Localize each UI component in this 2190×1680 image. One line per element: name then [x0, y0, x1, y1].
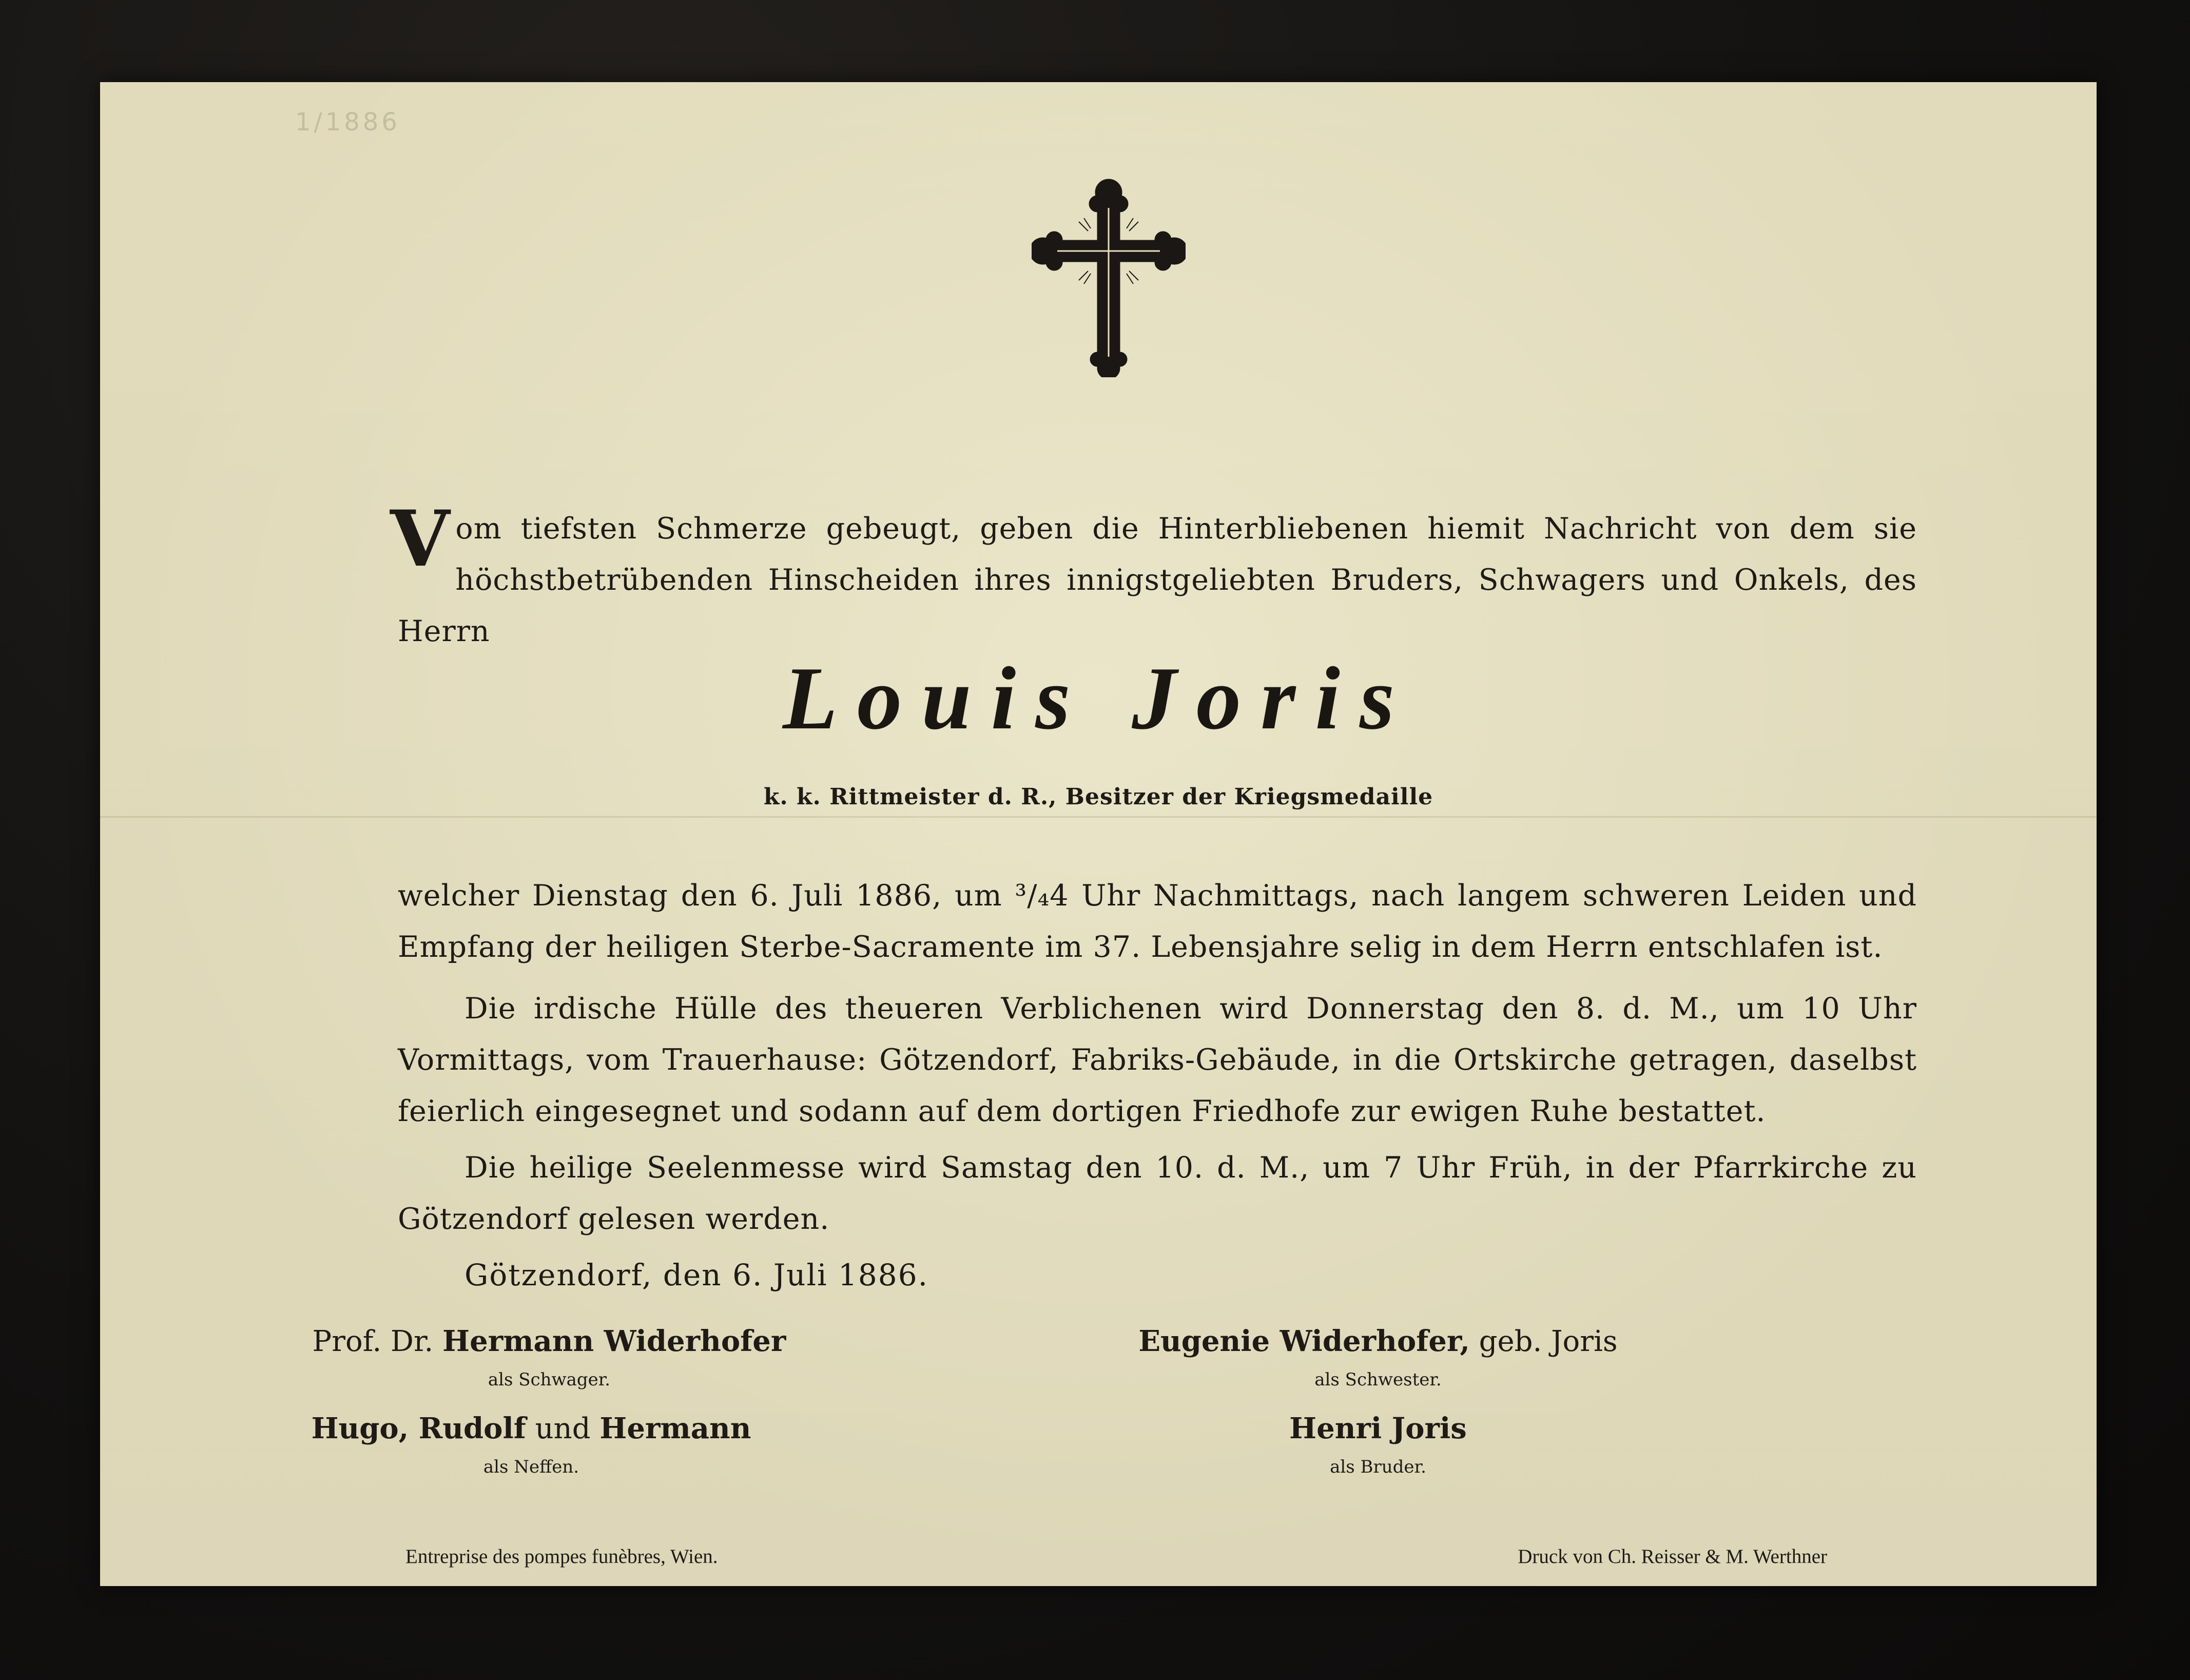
signatory-name: Hugo, Rudolf [311, 1412, 526, 1445]
signatory-brother-in-law [293, 1324, 806, 1390]
intro-paragraph [390, 494, 1917, 657]
signatory-relation: als Neffen. [483, 1457, 579, 1477]
cross-icon [1032, 172, 1186, 377]
signatory-prefix: Prof. Dr. [312, 1325, 443, 1358]
deceased-name: Louis Joris [782, 648, 1414, 748]
pencil-annotation: 1/1886 [295, 108, 400, 137]
signatory-name: Hermann Widerhofer [442, 1324, 786, 1358]
death-paragraph: welcher Dienstag den 6. Juli 1886, um ³/₄4 Uhr Nachmittags, nach langem schweren Leiden und Empfang der heiligen Sterbe-Sacramente im 37. Lebensjahre selig in dem Herrn entschlafen ist. [398, 879, 1917, 964]
footer-printer: Druck von Ch. Reisser & M. Werthner [1518, 1546, 1827, 1568]
signatory-suffix: geb. Joris [1469, 1325, 1618, 1358]
deceased-rank: k. k. Rittmeister d. R., Besitzer der Kriegsmedaille [763, 784, 1433, 810]
footer-undertaker: Entreprise des pompes funèbres, Wien. [405, 1546, 718, 1568]
signatory-brother [1121, 1412, 1635, 1477]
signatory-name-2: Hermann [599, 1412, 751, 1445]
obituary-sheet [100, 82, 2097, 1586]
signatory-relation: als Bruder. [1330, 1457, 1426, 1477]
paper-fold-line [100, 816, 2097, 818]
signatory-name: Eugenie Widerhofer, [1138, 1324, 1470, 1358]
signatory-name: Henri Joris [1289, 1412, 1467, 1445]
signatory-relation: als Schwager. [488, 1369, 611, 1390]
signatory-nephews [275, 1412, 788, 1477]
signatory-conjunction: und [526, 1412, 600, 1445]
signatory-relation: als Schwester. [1314, 1369, 1442, 1390]
mass-paragraph: Die heilige Seelenmesse wird Samstag den 10. d. M., um 7 Uhr Früh, in der Pfarrkirche zu Götzendorf gelesen werden. [398, 1151, 1917, 1236]
intro-text: om tiefsten Schmerze gebeugt, geben die Hinterbliebenen hiemit Nachricht von dem sie höchstbetrübenden Hinscheiden ihres innigstgeliebten Bruders, Schwagers und Onkels, des Herrn [398, 512, 1917, 648]
signatory-sister [1121, 1324, 1635, 1390]
drop-cap: V [390, 494, 451, 584]
burial-paragraph: Die irdische Hülle des theueren Verblichenen wird Donnerstag den 8. d. M., um 10 Uhr Vormittags, vom Trauerhause: Götzendorf, Fabriks-Gebäude, in die Ortskirche getragen, daselbst feierlich eingesegnet und sodann auf dem dortigen Friedhofe zur ewigen Ruhe bestattet. [398, 992, 1917, 1128]
place-date: Götzendorf, den 6. Juli 1886. [464, 1258, 929, 1292]
